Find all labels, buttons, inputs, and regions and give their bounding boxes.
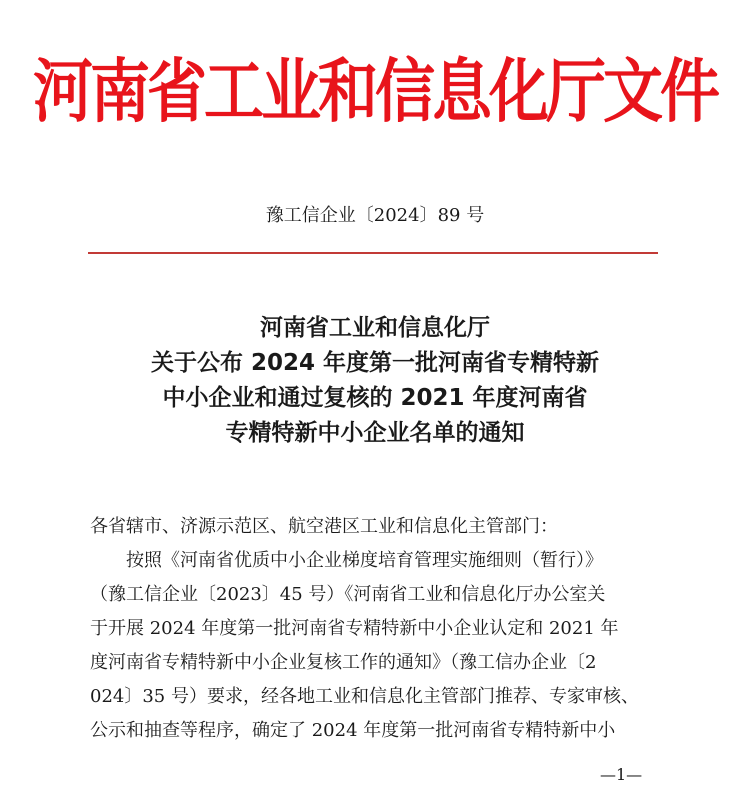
document-title [0, 311, 750, 451]
document-number: 豫工信企业〔2024〕89 号 [265, 205, 485, 226]
page-number: —1— [600, 765, 643, 784]
document-masthead: 河南省工业和信息化厅文件 [33, 51, 717, 133]
body-line-6: 公示和抽查等程序，确定了 2024 年度第一批河南省专精特新中小 [90, 720, 616, 741]
title-line-3: 中小企业和通过复核的 2021 年度河南省 [162, 385, 588, 411]
body-line-3: 于开展 2024 年度第一批河南省专精特新中小企业认定和 2021 年 [90, 618, 619, 639]
title-line-2: 关于公布 2024 年度第一批河南省专精特新 [150, 350, 600, 376]
body-line-4: 度河南省专精特新中小企业复核工作的通知》（豫工信办企业〔2 [90, 652, 597, 673]
body-line-1: 按照《河南省优质中小企业梯度培育管理实施细则（暂行）》 [126, 550, 603, 571]
document-body [90, 510, 665, 748]
title-line-1: 河南省工业和信息化厅 [260, 315, 490, 341]
red-divider-line [88, 252, 658, 254]
salutation: 各省辖市、济源示范区、航空港区工业和信息化主管部门： [90, 516, 558, 537]
body-line-5: 024〕35 号）要求，经各地工业和信息化主管部门推荐、专家审核、 [90, 686, 639, 707]
title-line-4: 专精特新中小企业名单的通知 [225, 420, 525, 446]
body-line-2: （豫工信企业〔2023〕45 号）《河南省工业和信息化厅办公室关 [90, 584, 606, 605]
